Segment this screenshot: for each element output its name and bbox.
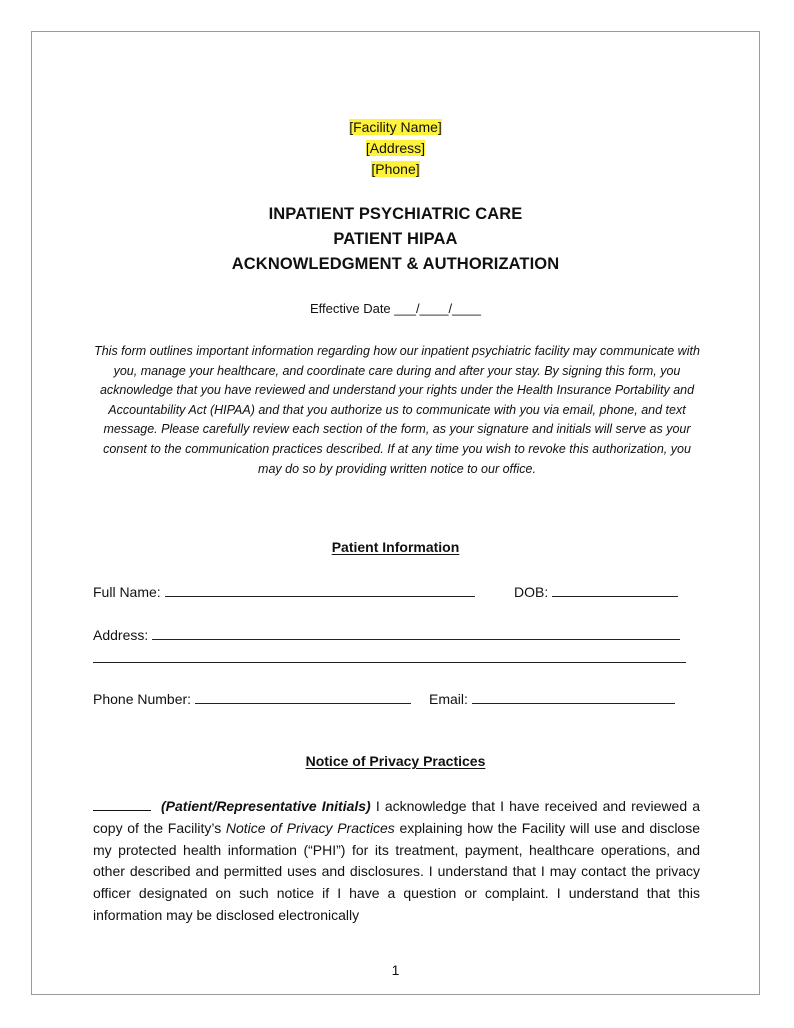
intro-paragraph: This form outlines important information regarding how our inpatient psychiatric facility may communicate with you, manage your healthcare, and coordinate care during and after your stay. By signing this form, you acknowledge that you have reviewed and understand your rights under the Health Insurance Portability and Accountability Act (HIPAA) and that you authorize us to communicate with you via email, phone, and text message. Please carefully review each section of the form, as your signature and initials will serve as your consent to the communication practices described. If at any time you wish to revoke this authorization, you may do so by providing written notice to our office. (94, 344, 700, 476)
title-line-1: INPATIENT PSYCHIATRIC CARE (268, 205, 523, 223)
dob-input-line[interactable] (552, 583, 678, 597)
email-label: Email: (429, 691, 468, 707)
full-name-label: Full Name: (93, 584, 161, 600)
privacy-text-b: explaining how the Facility will use and disclose my protected health information (“PHI”) for its treatment, payment, healthcare operations, and other described and permitted uses and disclosures. I understand that I may contact the privacy officer designated on such notice if I have a question or complaint. I understand that this information may be disclosed electronically (93, 819, 701, 923)
address-placeholder: [Address] (365, 140, 426, 156)
privacy-text-a: I acknowledge that I have received and reviewed a copy of the Facility’s (93, 798, 700, 836)
address-label: Address: (93, 627, 149, 643)
phone-placeholder: [Phone] (371, 161, 420, 177)
initials-input-line[interactable] (93, 798, 151, 811)
address-field[interactable] (93, 626, 680, 643)
email-field[interactable] (429, 690, 675, 707)
notice-title: Notice of Privacy Practices (225, 819, 395, 836)
patient-information-heading: Patient Information (331, 539, 460, 555)
facility-name-placeholder: [Facility Name] (349, 119, 442, 135)
dob-field[interactable] (514, 583, 678, 600)
privacy-acknowledgment-paragraph (93, 796, 700, 927)
phone-field[interactable] (93, 690, 411, 707)
page-number: 1 (391, 962, 400, 978)
full-name-input-line[interactable] (165, 583, 475, 597)
address-second-line[interactable] (93, 662, 686, 663)
title-line-2: PATIENT HIPAA (333, 230, 458, 248)
dob-label: DOB: (514, 584, 549, 600)
phone-label: Phone Number: (93, 691, 192, 707)
email-input-line[interactable] (472, 690, 675, 704)
effective-date: Effective Date ___/____/____ (309, 301, 482, 316)
address-input-line[interactable] (152, 626, 680, 640)
initials-label: (Patient/Representative Initials) (161, 798, 371, 814)
document-page (31, 31, 760, 995)
title-line-3: ACKNOWLEDGMENT & AUTHORIZATION (231, 255, 560, 273)
full-name-field[interactable] (93, 583, 475, 600)
privacy-notice-heading: Notice of Privacy Practices (305, 753, 486, 769)
document-title (32, 202, 759, 277)
facility-header (32, 117, 759, 180)
phone-input-line[interactable] (195, 690, 411, 704)
